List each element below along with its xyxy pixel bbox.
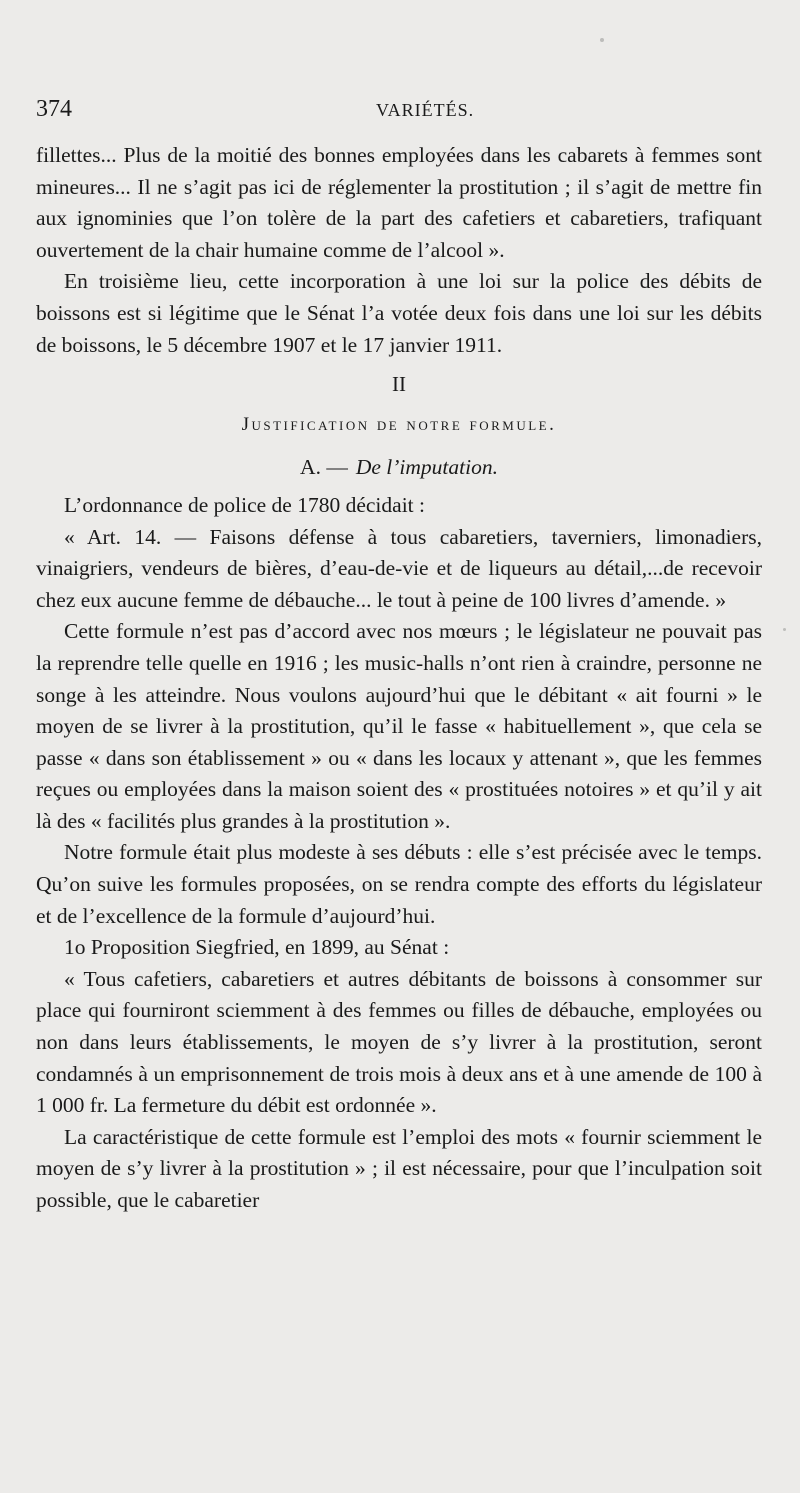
page-header: [36, 96, 762, 130]
subsection-heading: [36, 452, 762, 484]
paragraph-continuation: fillettes... Plus de la moitié des bonnes employées dans les cabarets à femmes sont mineures... Il ne s’agit pas ici de réglementer la prostitution ; il s’agit de mettre fin aux ignominies que l’on tolère de la part des cafetiers et cabaretiers, trafiquant ouvertement de la chair humaine comme de l’alcool ».: [36, 143, 762, 262]
paragraph-proposition-siegfried: 1o Proposition Siegfried, en 1899, au Sénat :: [64, 935, 450, 960]
paper-speck: [783, 628, 786, 631]
subsection-label: A. —: [300, 455, 348, 480]
paragraph-formule-moeurs: Cette formule n’est pas d’accord avec nos mœurs ; le législateur ne pouvait pas la reprendre telle quelle en 1916 ; les music-halls n’ont rien à craindre, personne ne songe à les atteindre. Nous voulons aujourd’hui que le débitant « ait fourni » le moyen de se livrer à la prostitution, qu’il le fasse « habituellement », que cela se passe « dans son établissement » ou « dans les locaux y attenant », que les femmes reçues ou employées dans la maison soient des « prostituées notoires » et qu’il y ait là des « facilités plus grandes à la prostitution ».: [36, 619, 762, 833]
paragraph-article-14: « Art. 14. — Faisons défense à tous cabaretiers, taverniers, limonadiers, vinaigriers, vendeurs de bières, d’eau-de-vie et de liqueurs au détail,...de recevoir chez eux aucune femme de débauche... le tout à peine de 100 livres d’amende. »: [36, 524, 762, 612]
subsection-title: De l’imputation.: [355, 455, 498, 480]
page-number: 374: [36, 96, 72, 122]
section-title: Justification de notre formule.: [241, 413, 557, 435]
page-text: [36, 140, 762, 1217]
paragraph-formule-modeste: Notre formule était plus modeste à ses débuts : elle s’est précisée avec le temps. Qu’on suive les formules proposées, on se rendra compte des efforts du législateur et de l’excellence de la formule d’aujourd’hui.: [36, 840, 762, 928]
paragraph-siegfried-text: « Tous cafetiers, cabaretiers et autres débitants de boissons à consommer sur place qui fourniront sciemment à des femmes ou filles de débauche, employées ou non dans leurs établissements, le moyen de s’y livrer à la prostitution, seront condamnés à un emprisonnement de trois mois à deux ans et à une amende de 100 à 1 000 fr. La fermeture du débit est ordonnée ».: [36, 966, 762, 1118]
running-head: VARIÉTÉS.: [376, 100, 475, 120]
paper-speck: [600, 38, 604, 42]
paragraph-third-point: En troisième lieu, cette incorporation à une loi sur la police des débits de boissons est si légitime que le Sénat l’a votée deux fois dans une loi sur les débits de boissons, le 5 décembre 1907 et le 17 janvier 1911.: [36, 269, 762, 357]
paragraph-caracteristique: La caractéristique de cette formule est l’emploi des mots « fournir sciemment le moyen de s’y livrer à la prostitution » ; il est nécessaire, pour que l’inculpation soit possible, que le cabaretier: [36, 1124, 762, 1212]
section-numeral: II: [392, 372, 406, 397]
paragraph-ordonnance: L’ordonnance de police de 1780 décidait :: [64, 492, 425, 517]
